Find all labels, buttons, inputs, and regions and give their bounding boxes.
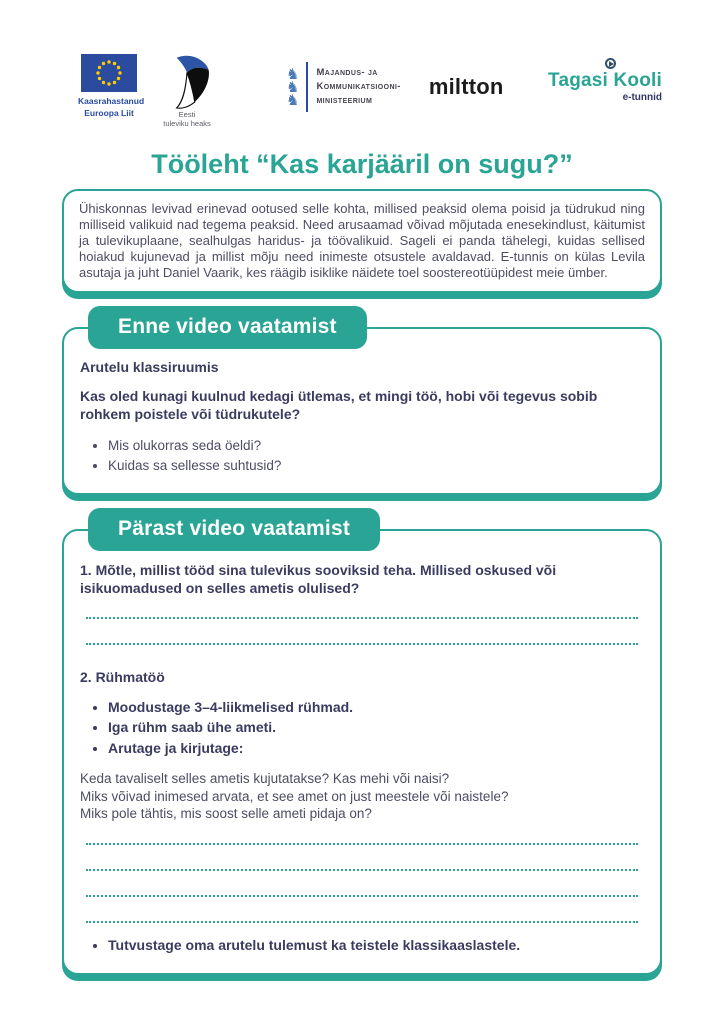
logo-row [0, 0, 724, 129]
group-work-bullet-list [80, 698, 644, 757]
eu-caption-line1: Kaasrahastanud [78, 96, 145, 106]
answer-line [86, 617, 638, 619]
section-header-before-video: Enne video vaatamist [88, 306, 367, 349]
tagasi-kooli-subtitle: e-tunnid [622, 92, 662, 103]
intro-paragraph: Ühiskonnas levivad erinevad ootused selle kohta, millised peaksid olema poisid ja tüdrukud ning milliseid valikuid nad tegema peaksid. Need arusaamad võivad mõjutada enesekindlust, käitumist ja tulevikuplaane, sealhulgas haridus- ja töövalikuid. Sageli ei panda tähelegi, kuidas sellised hoiakud kujunevad ja millist mõju need inimeste otsustele avaldavad. E-tunnis on külas Levila asutaja ja juht Daniel Vaarik, kes räägib isiklike näidete toel soostereotüüpidest meie ümber. [79, 200, 645, 281]
worksheet-content [0, 189, 724, 975]
task2-label: 2. Rühmatöö [80, 669, 165, 686]
answer-line [86, 921, 638, 923]
before-question: Kas oled kunagi kuulnud kedagi ütlemas, et mingi töö, hobi või tegevus sobib rohkem poistele või tüdrukutele? [80, 388, 598, 423]
eu-flag-icon [81, 54, 137, 92]
task1-text: 1. Mõtle, millist tööd sina tulevikus sooviksid teha. Millised oskused või isikuomadused on selles ametis olulised? [80, 561, 557, 596]
list-item: • Arutage ja kirjutage: [108, 739, 644, 757]
estonia-caption-line2: tuleviku heaks [163, 119, 211, 129]
list-item: • Kuidas sa sellesse suhtusid? [108, 457, 644, 475]
answer-line [86, 895, 638, 897]
ministry-name-line2: Kommunikatsiooni- [316, 80, 401, 92]
ministry-name [316, 66, 400, 109]
tagasi-kooli-logo [548, 54, 662, 103]
after-video-box [62, 529, 662, 975]
ministry-name-line1: Majandus- ja [316, 66, 378, 78]
group-question: Miks võivad inimesed arvata, et see amet on just meestele või naistele? [80, 788, 509, 804]
ministry-logo-divider [306, 62, 308, 112]
three-lions-coat-of-arms-icon: ♞ ♞ ♞ [286, 65, 300, 109]
eu-caption-line2: Euroopa Liit [84, 107, 134, 118]
before-bullet-list [80, 437, 644, 475]
page-title: Tööleht “Kas karjääril on sugu?” [151, 148, 573, 179]
closing-bullet-list [80, 936, 644, 954]
intro-box [62, 189, 662, 294]
answer-line [86, 869, 638, 871]
answer-line [86, 643, 638, 645]
estonia-flag-icon [161, 54, 213, 110]
list-item: • Moodustage 3–4-liikmelised rühmad. [108, 698, 644, 716]
answer-line [86, 843, 638, 845]
group-work-questions [80, 771, 644, 824]
group-question: Keda tavaliselt selles ametis kujutatakse? Kas mehi või naisi? [80, 770, 450, 786]
estonia-caption-line1: Eesti [178, 110, 196, 119]
ministry-logo [286, 54, 401, 112]
list-item: • Tutvustage oma arutelu tulemust ka teistele klassikaaslastele. [108, 936, 644, 954]
before-video-box [62, 327, 662, 494]
eu-cofunded-logo [78, 54, 145, 118]
estonia-future-logo [154, 54, 220, 129]
ministry-name-line3: ministeerium [316, 95, 373, 107]
list-item: • Mis olukorras seda öeldi? [108, 437, 644, 455]
group-question: Miks pole tähtis, mis soost selle ameti pidaja on? [80, 806, 372, 822]
discussion-label: Arutelu klassiruumis [80, 359, 219, 376]
play-icon [605, 58, 616, 69]
miltton-logo: miltton [428, 74, 504, 99]
list-item: • Iga rühm saab ühe ameti. [108, 718, 644, 736]
tagasi-kooli-wordmark: Tagasi Kooli [548, 70, 662, 91]
section-header-after-video: Pärast video vaatamist [88, 508, 380, 551]
